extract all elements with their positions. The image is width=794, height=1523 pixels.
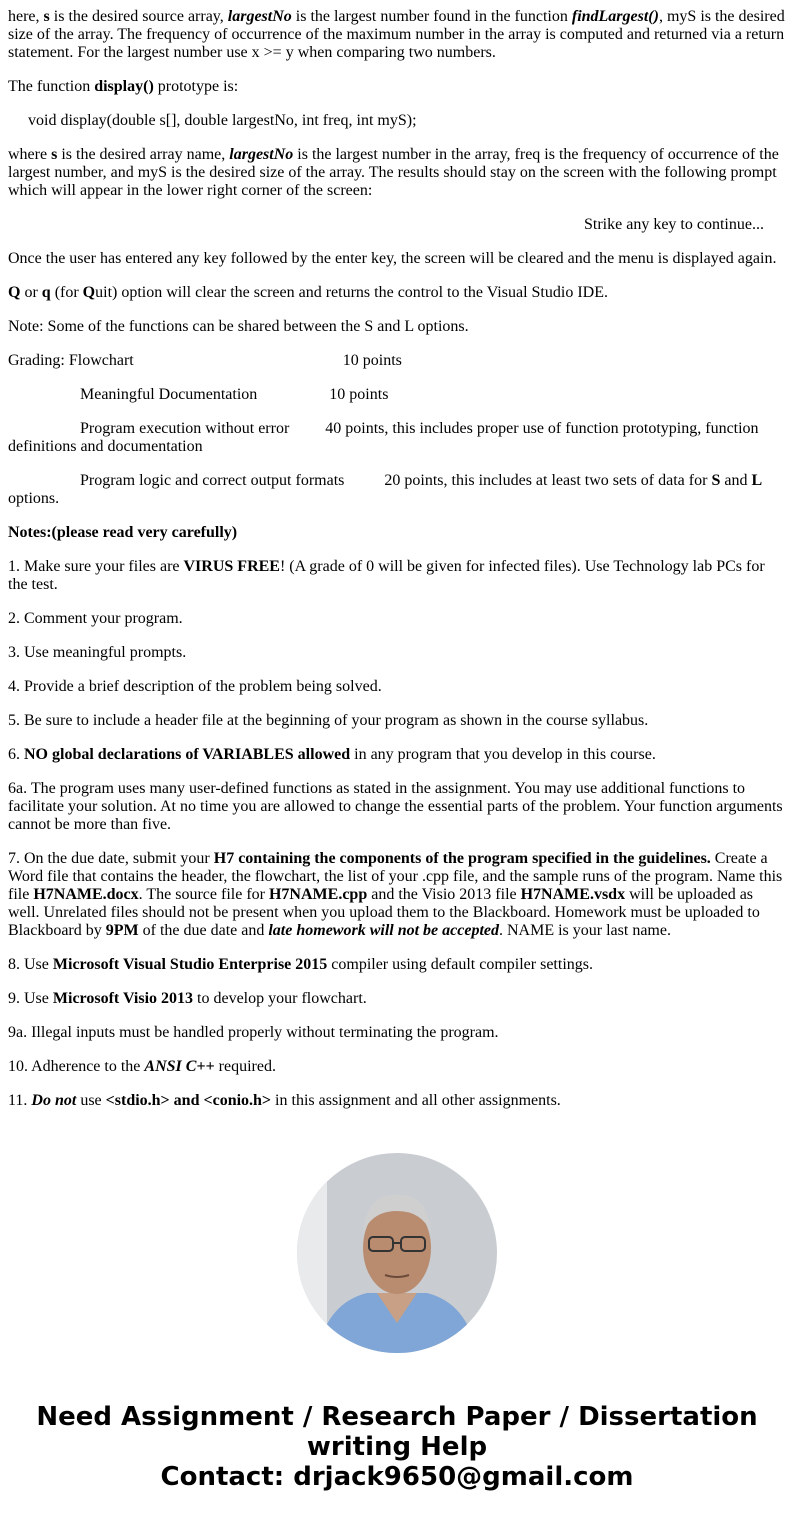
text-run: prototype is: xyxy=(153,78,239,95)
text-run: 4. Provide a brief description of the problem being solved. xyxy=(8,678,382,695)
text-run: 8. Use xyxy=(8,956,53,973)
paragraph xyxy=(8,644,786,662)
text-run: required. xyxy=(214,1058,276,1075)
text-run: 9PM xyxy=(105,922,139,939)
paragraph xyxy=(8,318,786,336)
text-run: 9. Use xyxy=(8,990,53,1007)
paragraph xyxy=(8,284,786,302)
text-run: display() xyxy=(94,78,154,95)
text-run: 7. On the due date, submit your xyxy=(8,850,214,867)
text-run: VIRUS FREE xyxy=(183,558,280,575)
text-run: NO global declarations of VARIABLES allowed xyxy=(24,746,351,763)
text-run: Microsoft Visio 2013 xyxy=(52,990,194,1007)
paragraph xyxy=(8,990,786,1008)
paragraph xyxy=(8,1092,786,1110)
text-run: is the desired source array, xyxy=(49,8,228,25)
text-run: Note: Some of the functions can be shared between the S and L options. xyxy=(8,318,469,335)
text-run: 6a. The program uses many user-defined functions as stated in the assignment. You may use additional functions to facilitate your solution. At no time you are allowed to change the essential parts of the problem. Your function arguments cannot be more than five. xyxy=(8,780,783,833)
text-run: q xyxy=(41,284,51,301)
grading-item: Meaningful Documentation xyxy=(80,386,258,403)
paragraph xyxy=(8,1024,786,1042)
text-run: Do not xyxy=(31,1092,77,1109)
text-run: Microsoft Visual Studio Enterprise 2015 xyxy=(52,956,328,973)
grading-points: and xyxy=(720,472,752,489)
grading-points: 20 points, this includes at least two sets of data for xyxy=(384,472,712,489)
text-run: . The source file for xyxy=(138,886,269,903)
paragraph xyxy=(8,746,786,764)
grading-row xyxy=(8,352,786,370)
text-run: compiler using default compiler settings. xyxy=(327,956,593,973)
text-run: largestNo xyxy=(227,8,292,25)
text-run: ANSI C++ xyxy=(144,1058,215,1075)
paragraph xyxy=(8,112,786,130)
text-run: in this assignment and all other assignments. xyxy=(271,1092,561,1109)
continue-prompt xyxy=(8,216,786,234)
text-run: 6. xyxy=(8,746,24,763)
paragraph xyxy=(8,850,786,940)
text-run: late homework will not be accepted xyxy=(268,922,499,939)
paragraph xyxy=(8,610,786,628)
text-run: 1. Make sure your files are xyxy=(8,558,184,575)
text-run: 9a. Illegal inputs must be handled properly without terminating the program. xyxy=(8,1024,499,1041)
paragraph xyxy=(8,8,786,62)
text-run: H7NAME.cpp xyxy=(268,886,368,903)
text-run: H7 containing the components of the program specified in the guidelines. xyxy=(213,850,711,867)
text-run: (for xyxy=(50,284,83,301)
grading-points: L xyxy=(751,472,763,489)
paragraph xyxy=(8,780,786,834)
text-run: The function xyxy=(8,78,95,95)
text-run: 10. Adherence to the xyxy=(8,1058,145,1075)
text-run: is the largest number in the array, freq is the frequency of occurrence of the largest number, and myS is the desired size of the array. The results should stay on the screen with the following prompt which will appear in the lower right corner of the screen: xyxy=(8,146,779,199)
text-run: <stdio.h> and <conio.h> xyxy=(105,1092,272,1109)
text-run: here, xyxy=(8,8,44,25)
author-photo xyxy=(297,1153,497,1353)
paragraph xyxy=(8,524,786,542)
grading-points: 10 points xyxy=(342,352,402,369)
grading-label: Grading: xyxy=(8,352,69,369)
footer-contact: Contact: drjack9650@gmail.com xyxy=(160,1462,634,1492)
grading-row xyxy=(8,472,786,508)
text-run: H7NAME.docx xyxy=(33,886,139,903)
text-run: void display(double s[], double largestNo, int freq, int myS); xyxy=(28,112,417,129)
text-run: Q xyxy=(82,284,96,301)
assignment-document xyxy=(8,0,786,1126)
paragraph xyxy=(8,250,786,268)
text-run: s xyxy=(43,8,50,25)
text-run: to develop your flowchart. xyxy=(193,990,367,1007)
grading-points: options. xyxy=(8,490,60,507)
grading-points: 10 points xyxy=(329,386,389,403)
paragraph xyxy=(8,712,786,730)
text-run: is the desired array name, xyxy=(57,146,230,163)
paragraph xyxy=(8,1058,786,1076)
grading-row xyxy=(8,420,786,456)
text-run: Once the user has entered any key followed by the enter key, the screen will be cleared and the menu is displayed again. xyxy=(8,250,777,267)
text-run: where xyxy=(8,146,52,163)
text-run: 11. xyxy=(8,1092,32,1109)
text-run: Create a Word file that contains the header, the flowchart, the list of your .cpp file, and the sample runs of the program. Name this file xyxy=(8,850,783,903)
text-run: Strike any key to continue... xyxy=(584,216,764,233)
text-run: 3. Use meaningful prompts. xyxy=(8,644,187,661)
grading-item: Program execution without error xyxy=(80,420,290,437)
text-run: , myS is the desired size of the array. The frequency of occurrence of the maximum number in the array is computed and returned via a return statement. For the largest number use x >= y when comparing two numbers. xyxy=(8,8,785,61)
text-run: . NAME is your last name. xyxy=(499,922,671,939)
paragraph xyxy=(8,146,786,200)
text-run: of the due date and xyxy=(138,922,269,939)
text-run: will be uploaded as well. Unrelated files should not be present when you upload them to the Blackboard. Homework must be uploaded to Blackboard by xyxy=(8,886,760,939)
text-run: 2. Comment your program. xyxy=(8,610,183,627)
footer-help-text: Need Assignment / Research Paper / Dissertation writing Help xyxy=(36,1402,758,1462)
text-run: Notes:(please read very carefully) xyxy=(8,524,238,541)
text-run: ! (A grade of 0 will be given for infected files). Use Technology lab PCs for the test. xyxy=(8,558,765,593)
text-run: is the largest number found in the function xyxy=(291,8,572,25)
text-run: use xyxy=(76,1092,106,1109)
grading-row xyxy=(8,386,786,404)
grading-points: S xyxy=(711,472,721,489)
text-run: Q xyxy=(8,284,21,301)
text-run: largestNo xyxy=(229,146,294,163)
paragraph xyxy=(8,956,786,974)
text-run: s xyxy=(51,146,58,163)
grading-item: Flowchart xyxy=(68,352,134,369)
paragraph xyxy=(8,558,786,594)
promo-footer xyxy=(0,1402,794,1492)
text-run: and the Visio 2013 file xyxy=(367,886,521,903)
text-run: 5. Be sure to include a header file at the beginning of your program as shown in the course syllabus. xyxy=(8,712,649,729)
paragraph xyxy=(8,78,786,96)
text-run: in any program that you develop in this course. xyxy=(350,746,656,763)
grading-item: Program logic and correct output formats xyxy=(80,472,345,489)
text-run: findLargest() xyxy=(571,8,659,25)
paragraph xyxy=(8,678,786,696)
grading-points: 40 points, this includes proper use of function prototyping, function definitions and documentation xyxy=(8,420,759,455)
text-run: uit) option will clear the screen and returns the control to the Visual Studio IDE. xyxy=(95,284,608,301)
text-run: H7NAME.vsdx xyxy=(520,886,626,903)
text-run: or xyxy=(20,284,42,301)
